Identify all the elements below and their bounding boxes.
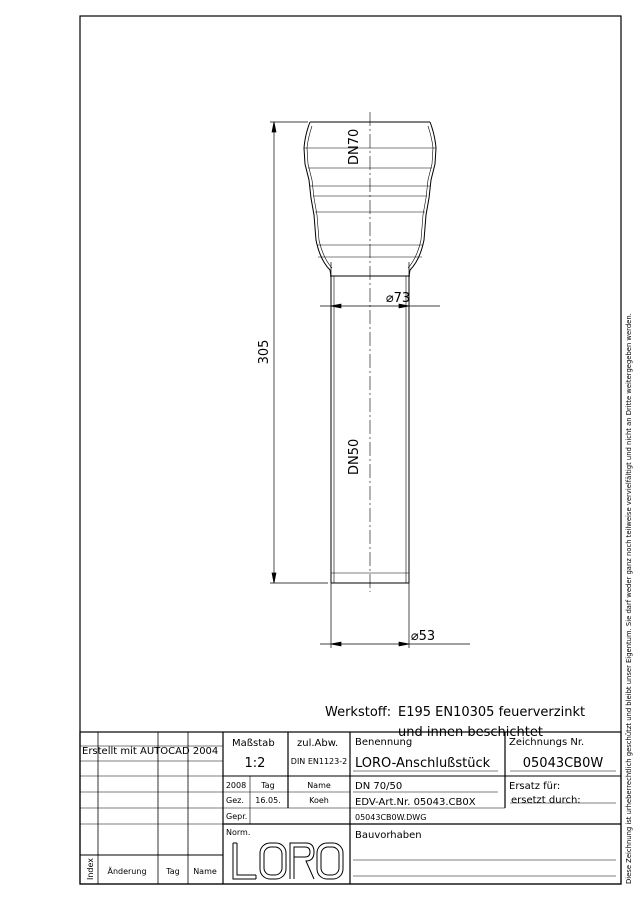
tolerance-label: zul.Abw. [297,738,339,749]
change-name-label: Name [193,867,217,876]
checked-label: Gepr. [226,812,248,821]
material-line-2: und innen beschichtet [398,725,543,740]
material-line-1: E195 EN10305 feuerverzinkt [398,705,586,720]
material-label: Werkstoff: [325,705,392,720]
change-label: Änderung [107,867,147,876]
project-label: Bauvorhaben [355,830,422,841]
created-with-note: Erstellt mit AUTOCAD 2004 [82,746,219,757]
drawn-name: Koeh [309,796,329,805]
replacement-for-label: Ersatz für: [509,781,561,792]
day-column-label: Tag [261,781,275,790]
name-value: LORO-Anschlußstück [355,756,491,771]
loro-logo [233,843,343,879]
name-label: Benennung [355,737,413,748]
top-diameter-dimension [320,262,440,308]
drawn-label: Gez. [226,796,244,805]
change-day-label: Tag [166,867,180,876]
bottom-diameter-text: ⌀53 [410,629,436,644]
drawn-day: 16.05. [255,796,281,805]
norm-label: Norm. [226,828,251,837]
file-name: 05043CB0W.DWG [355,813,427,822]
tolerance-value: DIN EN1123-2 [290,757,348,766]
name-column-label: Name [307,781,331,790]
size-value: DN 70/50 [355,781,403,792]
drawing-number-label: Zeichnungs Nr. [509,737,585,748]
scale-value: 1:2 [244,756,266,771]
index-label: Index [86,857,95,880]
bottom-diameter-dimension [320,583,470,648]
copyright-note: Diese Zeichnung ist urheberrechtlich geschützt und bleibt unser Eigentum. Sie darf weder ganz noch teilweise vervielfältigt und nicht an Dritte weitergegeben werden. [625,313,633,884]
year-value: 2008 [225,781,247,790]
length-dimension [270,122,328,583]
drawing-number-value: 05043CB0W [522,756,604,771]
label-dn50: DN50 [347,438,362,475]
length-dimension-text: 305 [257,339,272,365]
edv-number: EDV-Art.Nr. 05043.CB0X [355,797,476,808]
replaced-by-label: ersetzt durch: [511,795,581,806]
top-diameter-text: ⌀73 [385,291,411,306]
scale-label: Maßstab [232,738,275,749]
label-dn70: DN70 [347,128,362,165]
